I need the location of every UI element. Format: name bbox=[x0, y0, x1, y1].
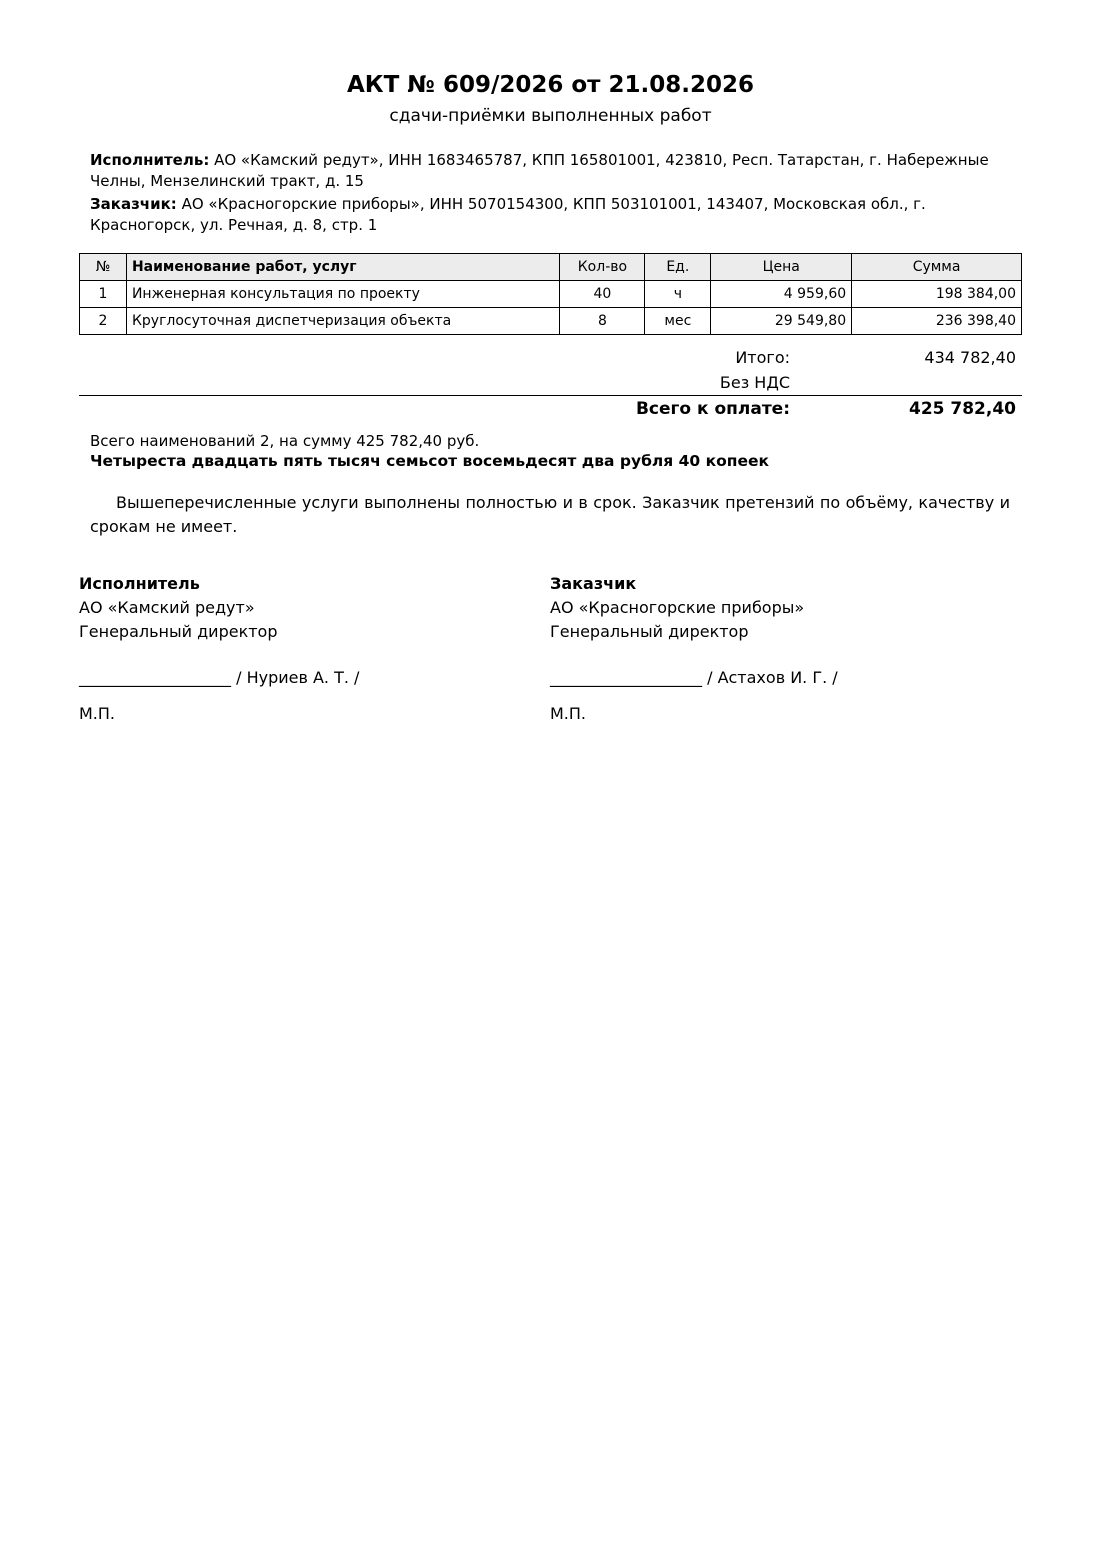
customer-label: Заказчик: bbox=[90, 195, 177, 213]
row-sum: 198 384,00 bbox=[852, 281, 1022, 308]
vat-label: Без НДС bbox=[719, 373, 790, 392]
executor-org: АО «Камский редут» bbox=[79, 598, 255, 617]
header-unit: Ед. bbox=[645, 254, 711, 281]
total-label: Всего к оплате: bbox=[635, 399, 790, 419]
table-row bbox=[80, 281, 1022, 308]
row-sum: 236 398,40 bbox=[852, 308, 1022, 335]
customer-sign-line: ___________________ / Астахов И. Г. / bbox=[550, 668, 838, 687]
services-table bbox=[79, 253, 1022, 335]
customer-signature-block bbox=[550, 572, 970, 726]
row-quantity: 8 bbox=[560, 308, 645, 335]
customer-details bbox=[90, 194, 1010, 236]
executor-text: АО «Камский редут», ИНН 1683465787, КПП 165801001, 423810, Респ. Татарстан, г. Набережные Челны, Мензелинский тракт, д. 15 bbox=[90, 151, 989, 190]
table-header-row bbox=[80, 254, 1022, 281]
row-quantity: 40 bbox=[560, 281, 645, 308]
document-title: АКТ № 609/2026 от 21.08.2026 bbox=[346, 72, 755, 98]
table-row bbox=[80, 308, 1022, 335]
header-quantity: Кол-во bbox=[560, 254, 645, 281]
executor-role: Исполнитель bbox=[79, 574, 200, 593]
row-number: 2 bbox=[80, 308, 127, 335]
totals-divider bbox=[79, 395, 1022, 396]
row-unit: ч bbox=[645, 281, 711, 308]
executor-label: Исполнитель: bbox=[90, 151, 210, 169]
row-name: Круглосуточная диспетчеризация объекта bbox=[126, 308, 559, 335]
header-price: Цена bbox=[711, 254, 852, 281]
total-value: 425 782,40 bbox=[908, 399, 1016, 419]
executor-sign-line: ___________________ / Нуриев А. Т. / bbox=[79, 668, 360, 687]
row-price: 4 959,60 bbox=[711, 281, 852, 308]
customer-role: Заказчик bbox=[550, 574, 637, 593]
executor-stamp-place: М.П. bbox=[79, 704, 116, 723]
amount-in-words: Четыреста двадцать пять тысяч семьсот восемьдесят два рубля 40 копеек bbox=[90, 452, 769, 470]
row-number: 1 bbox=[80, 281, 127, 308]
row-price: 29 549,80 bbox=[711, 308, 852, 335]
customer-stamp-place: М.П. bbox=[550, 704, 587, 723]
header-number: № bbox=[80, 254, 127, 281]
customer-position: Генеральный директор bbox=[550, 622, 749, 641]
row-name: Инженерная консультация по проекту bbox=[126, 281, 559, 308]
header-name: Наименование работ, услуг bbox=[126, 254, 559, 281]
executor-signature-block bbox=[79, 572, 499, 726]
customer-org: АО «Красногорские приборы» bbox=[550, 598, 805, 617]
row-unit: мес bbox=[645, 308, 711, 335]
executor-details bbox=[90, 150, 1010, 192]
customer-text: АО «Красногорские приборы», ИНН 5070154300, КПП 503101001, 143407, Московская обл., г. Красногорск, ул. Речная, д. 8, стр. 1 bbox=[90, 195, 926, 234]
header-sum: Сумма bbox=[852, 254, 1022, 281]
acceptance-statement: Вышеперечисленные услуги выполнены полностью и в срок. Заказчик претензий по объёму, качеству и срокам не имеет. bbox=[90, 493, 1010, 536]
subtotal-value: 434 782,40 bbox=[924, 348, 1016, 367]
executor-position: Генеральный директор bbox=[79, 622, 278, 641]
items-count-line: Всего наименований 2, на сумму 425 782,40 руб. bbox=[90, 432, 480, 450]
document-subtitle: сдачи-приёмки выполненных работ bbox=[389, 106, 712, 126]
subtotal-label: Итого: bbox=[735, 348, 790, 367]
